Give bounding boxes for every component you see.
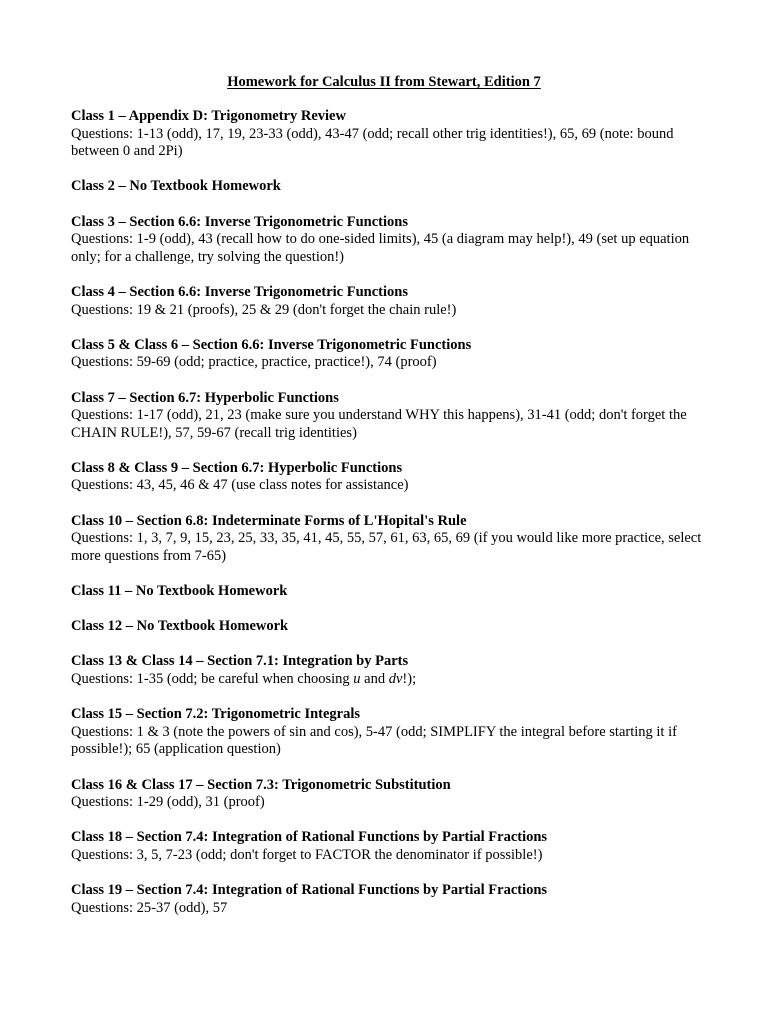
- homework-entry-class-12: [71, 618, 711, 636]
- entry-heading: Class 12 – No Textbook Homework: [71, 618, 289, 635]
- document-title-text: Homework for Calculus II from Stewart, Edition 7: [227, 74, 541, 90]
- homework-entry-class-3: [71, 214, 711, 267]
- entry-heading: Class 8 & Class 9 – Section 6.7: Hyperbolic Functions: [71, 459, 403, 476]
- entry-heading: Class 5 & Class 6 – Section 6.6: Inverse Trigonometric Functions: [71, 336, 472, 353]
- homework-list: [71, 108, 711, 935]
- entry-questions: Questions: 19 & 21 (proofs), 25 & 29 (don't forget the chain rule!): [71, 301, 457, 318]
- entry-heading: Class 7 – Section 6.7: Hyperbolic Functions: [71, 389, 339, 406]
- entry-questions: Questions: 43, 45, 46 & 47 (use class notes for assistance): [71, 477, 409, 494]
- entry-heading: Class 16 & Class 17 – Section 7.3: Trigonometric Substitution: [71, 776, 451, 793]
- entry-heading: Class 10 – Section 6.8: Indeterminate Forms of L'Hopital's Rule: [71, 512, 467, 529]
- entry-questions: Questions: 1-29 (odd), 31 (proof): [71, 794, 265, 811]
- homework-entry-class-8-9: [71, 460, 711, 495]
- homework-entry-class-10: [71, 513, 711, 566]
- entry-questions: Questions: 1, 3, 7, 9, 15, 23, 25, 33, 35, 41, 45, 55, 57, 61, 63, 65, 69 (if you would like more practice, select more questions from 7-65): [71, 530, 702, 564]
- document-title: [0, 73, 768, 91]
- homework-entry-class-2: [71, 178, 711, 196]
- homework-entry-class-15: [71, 706, 711, 759]
- entry-questions: Questions: 1-17 (odd), 21, 23 (make sure you understand WHY this happens), 31-41 (odd; don't forget the CHAIN RULE!), 57, 59-67 (recall trig identities): [71, 407, 687, 441]
- entry-questions: Questions: 1-9 (odd), 43 (recall how to do one-sided limits), 45 (a diagram may help!), 49 (set up equation only; for a challenge, try solving the question!): [71, 231, 690, 265]
- homework-entry-class-19: [71, 882, 711, 917]
- homework-entry-class-13-14: [71, 653, 711, 688]
- entry-heading: Class 19 – Section 7.4: Integration of Rational Functions by Partial Fractions: [71, 882, 548, 899]
- entry-heading: Class 18 – Section 7.4: Integration of Rational Functions by Partial Fractions: [71, 829, 548, 846]
- entry-questions: Questions: 1 & 3 (note the powers of sin and cos), 5-47 (odd; SIMPLIFY the integral before starting it if possible!); 65 (application question): [71, 723, 677, 758]
- questions-text-middle: and: [360, 671, 389, 687]
- homework-entry-class-16-17: [71, 777, 711, 812]
- entry-heading: Class 3 – Section 6.6: Inverse Trigonometric Functions: [71, 213, 408, 230]
- entry-heading: Class 2 – No Textbook Homework: [71, 178, 281, 195]
- entry-questions: Questions: 25-37 (odd), 57: [71, 899, 228, 916]
- homework-entry-class-4: [71, 284, 711, 319]
- entry-questions: Questions: 3, 5, 7-23 (odd; don't forget to FACTOR the denominator if possible!): [71, 846, 543, 863]
- questions-text-after: !);: [402, 671, 417, 687]
- variable-u: u: [353, 671, 361, 687]
- entry-heading: Class 4 – Section 6.6: Inverse Trigonometric Functions: [71, 283, 408, 300]
- variable-dv: dv: [388, 671, 403, 687]
- homework-entry-class-5-6: [71, 337, 711, 372]
- entry-heading: Class 13 & Class 14 – Section 7.1: Integration by Parts: [71, 653, 409, 670]
- homework-entry-class-11: [71, 583, 711, 601]
- entry-heading: Class 1 – Appendix D: Trigonometry Review: [71, 108, 346, 124]
- homework-entry-class-1: [71, 108, 711, 161]
- entry-heading: Class 11 – No Textbook Homework: [71, 583, 288, 600]
- homework-entry-class-7: [71, 390, 711, 443]
- entry-questions: [71, 671, 711, 689]
- questions-text-before: Questions: 1-35 (odd; be careful when choosing: [71, 671, 354, 687]
- entry-heading: Class 15 – Section 7.2: Trigonometric Integrals: [71, 706, 361, 723]
- homework-entry-class-18: [71, 829, 711, 864]
- entry-questions: Questions: 59-69 (odd; practice, practice, practice!), 74 (proof): [71, 354, 437, 371]
- entry-questions: Questions: 1-13 (odd), 17, 19, 23-33 (odd), 43-47 (odd; recall other trig identities!), 65, 69 (note: bound between 0 and 2Pi): [71, 125, 674, 160]
